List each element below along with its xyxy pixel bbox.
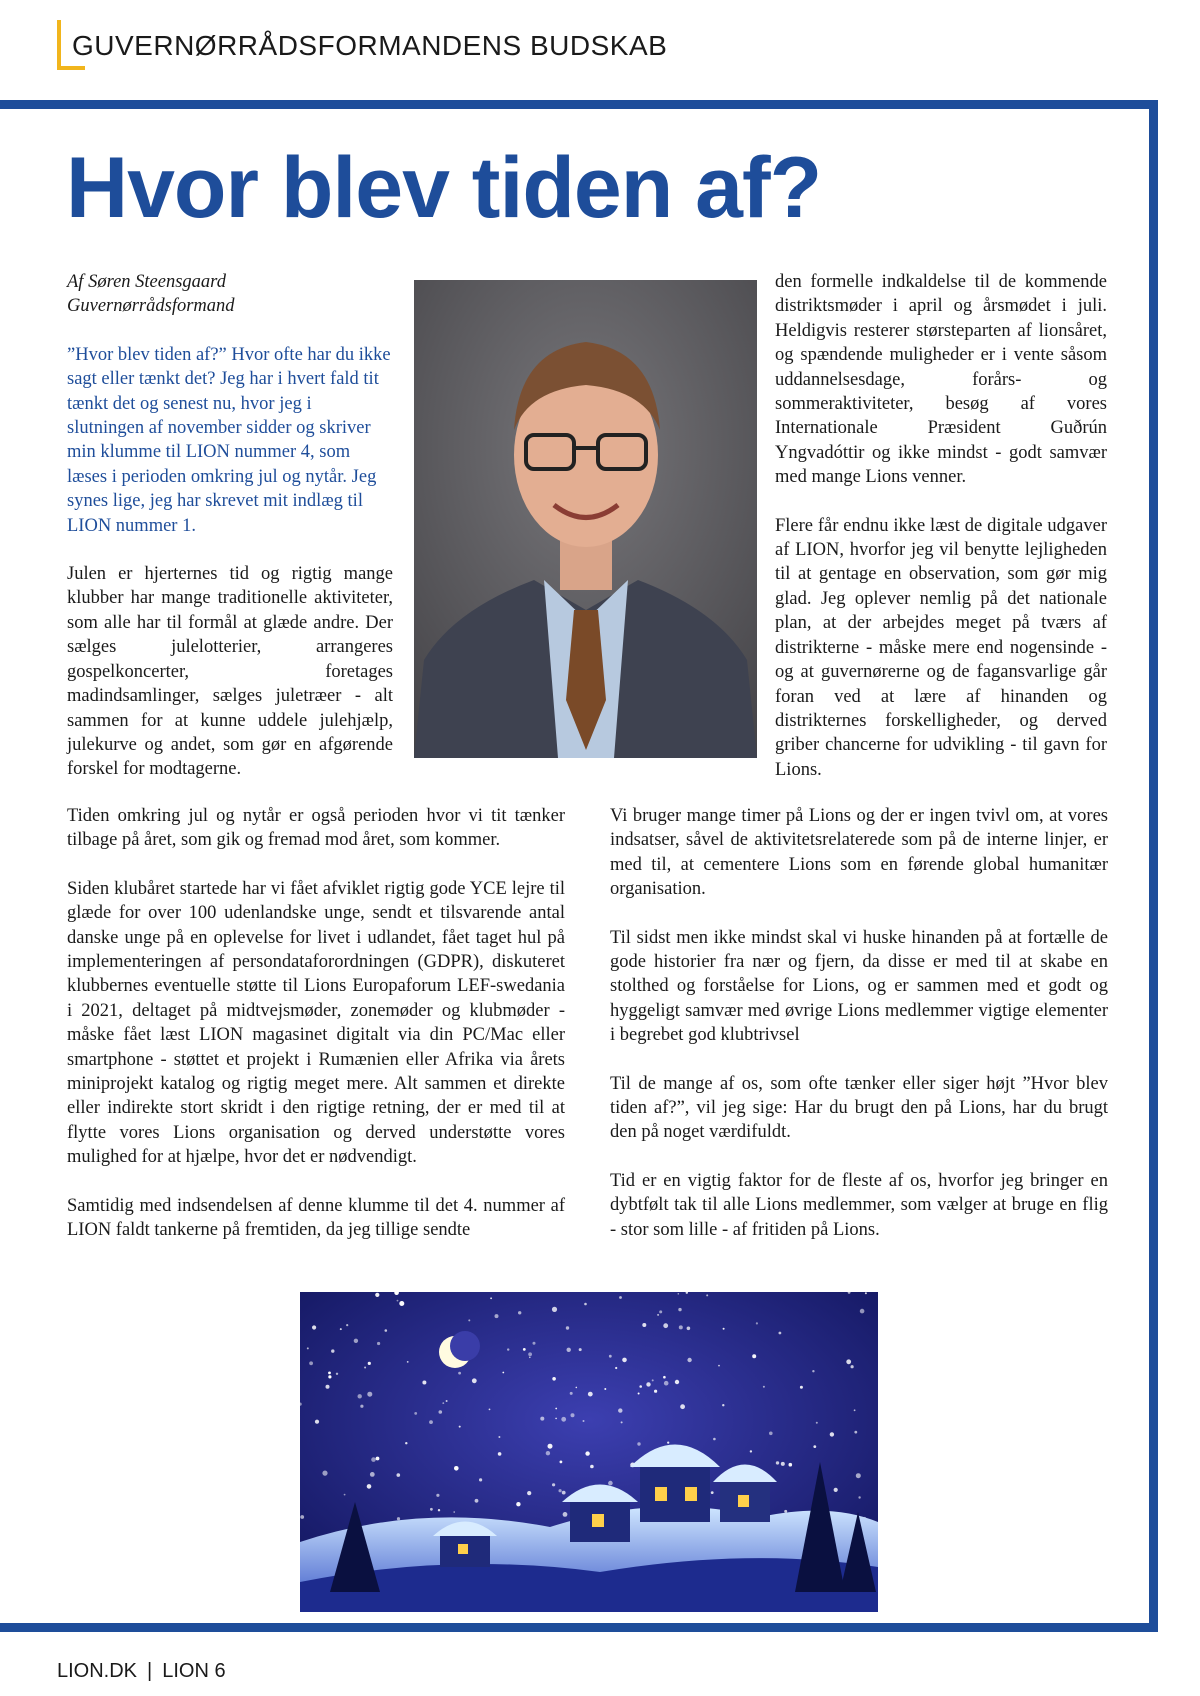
star — [552, 1307, 557, 1312]
star — [563, 1512, 568, 1517]
column-bottom-left — [67, 804, 565, 1267]
star — [570, 1392, 573, 1395]
byline-author: Af Søren Steensgaard — [67, 272, 226, 292]
star — [622, 1358, 627, 1363]
star — [328, 1375, 331, 1378]
column-right — [775, 270, 1107, 806]
star — [468, 1319, 470, 1321]
star — [769, 1432, 773, 1436]
star — [639, 1385, 642, 1388]
star — [458, 1372, 461, 1375]
star — [340, 1328, 342, 1330]
star — [590, 1465, 594, 1469]
column-bottom-right — [610, 804, 1108, 1266]
body-paragraph: Tiden omkring jul og nytår er også perioden hvor vi tit tænker tilbage på året, som gik og fremad mod året, som kommer. — [67, 806, 565, 851]
body-paragraph: Vi bruger mange timer på Lions og der er ingen tvivl om, at vores indsatser, såvel de aktivitetsrelaterede som på de interne linjer, er med til, at cementere Lions som en førende global humanitær organisation. — [610, 806, 1108, 900]
star — [642, 1323, 646, 1327]
star — [326, 1385, 330, 1389]
star — [816, 1422, 818, 1424]
star — [364, 1367, 366, 1369]
star — [375, 1293, 379, 1297]
star — [527, 1491, 531, 1495]
star — [328, 1372, 331, 1375]
star — [687, 1358, 691, 1362]
star — [659, 1310, 662, 1313]
star — [621, 1421, 623, 1423]
star — [584, 1303, 587, 1306]
star — [560, 1461, 563, 1464]
star — [678, 1293, 680, 1295]
star — [588, 1392, 593, 1397]
star — [561, 1417, 566, 1422]
page-footer — [57, 1660, 226, 1683]
section-accent-bar — [57, 20, 61, 70]
star — [397, 1300, 399, 1302]
page-frame-bottom — [0, 1623, 1158, 1632]
star — [475, 1499, 479, 1503]
body-paragraph: Flere får endnu ikke læst de digitale udgaver af LION, hvorfor jeg vil benytte lejligheden til at gentage en observation, som gør mig glad. Jeg oplever nemlig på det nationale plan, at der arbejdes meget på tværs af distrikterne - måske mere end nogensinde - og at guvernørerne og de fagansvarlige går foran ved at lære af hinanden og distrikternes forskelligheder, og derved griber chancerne for udvikling - til gavn for Lions. — [775, 515, 1107, 780]
body-paragraph: Til de mange af os, som ofte tænker eller siger højt ”Hvor blev tiden af?”, vil jeg sige: Har du brugt den på Lions, har du brugt den på noget værdifuldt. — [610, 1073, 1108, 1143]
star — [567, 1348, 571, 1352]
star — [385, 1329, 388, 1332]
body-paragraph: Siden klubåret startede har vi fået afviklet rigtig gode YCE lejre til glæde for over 100 udenlandske unge, sendt et tilsvarende antal danske unge på en oplevelse for livet i udlandet, fået taget hul på implementeringen af persondataforordningen (GDPR), diskuteret klubbernes eventuelle støtte til Lions Europaforum LEF-swedania i 2021, deltaget på midtvejsmøder, zonemøder og klubmøder - måske fået læst LION magasinet digitalt via din PC/Mac eller smartphone - støttet et projekt i Rumænien eller Afrika via årets miniprojekt katalog og rigtig meget mere. Alt sammen et direkte eller indirekte stort skridt i den rigtige retning, der er med til at flytte vores Lions organisation og derved understøtte vores mulighed for at hjælpe, hvor det er nødvendigt. — [67, 878, 565, 1168]
star — [571, 1413, 575, 1417]
star — [479, 1478, 482, 1481]
page-frame-right — [1149, 100, 1158, 1632]
star — [529, 1357, 531, 1359]
author-portrait — [414, 280, 757, 758]
star — [711, 1491, 714, 1494]
star — [800, 1386, 803, 1389]
star — [523, 1348, 526, 1351]
star — [619, 1296, 622, 1299]
section-title: GUVERNØRRÅDSFORMANDENS BUDSKAB — [72, 30, 668, 61]
body-paragraph: den formelle indkaldelse til de kommende distriktsmøder i april og årsmødet i juli. Heldigvis resterer størsteparten af lionsåret, og spændende muligheder er i vente såsom uddannelsesdage, forårs- og sommeraktiviteter, besøg af vores Internationale Præsident Guðrún Yngvadóttir og ikke mindst - godt samvær med mange Lions venner. — [775, 272, 1107, 488]
star — [663, 1376, 666, 1379]
star — [678, 1308, 681, 1311]
star — [555, 1418, 557, 1420]
star — [812, 1370, 814, 1372]
portrait-illustration — [414, 280, 757, 758]
star — [498, 1436, 500, 1438]
star — [718, 1365, 720, 1367]
star — [618, 1408, 622, 1412]
star — [865, 1292, 867, 1294]
star — [789, 1463, 793, 1467]
star — [422, 1381, 426, 1385]
star — [776, 1461, 779, 1464]
star — [331, 1349, 334, 1352]
footer-issue: LION 6 — [162, 1660, 226, 1682]
star — [752, 1354, 756, 1358]
body-paragraph: Julen er hjerternes tid og rigtig mange klubber har mange traditionelle aktiviteter, som alle har til formål at glæde andre. Der sælges julelotterier, arrangeres gospelkoncerter, foretages madindsamlinger, sælges juletræer - alt sammen for at kunne uddele julehjælp, julekurve og andet, som gør en afgørende forskel for modtagerne. — [67, 564, 393, 780]
footer-site: LION.DK — [57, 1660, 138, 1682]
star — [367, 1484, 372, 1489]
star — [637, 1442, 640, 1445]
body-paragraph: Til sidst men ikke mindst skal vi huske hinanden på at fortælle de gode historier fra nær og fjern, da disse er med til at skabe en stolthed og forståelse for Lions, og er sammen med et godt og hyggeligt samvær med øvrige Lions medlemmer vigtige elementer i begrebet god klubtrivsel — [610, 927, 1108, 1046]
star — [429, 1420, 433, 1424]
star — [830, 1432, 834, 1436]
star — [552, 1483, 555, 1486]
star — [533, 1342, 536, 1345]
star — [854, 1431, 857, 1434]
star — [854, 1409, 856, 1411]
byline — [67, 270, 393, 319]
star — [713, 1438, 716, 1441]
star — [397, 1473, 401, 1477]
star — [498, 1452, 502, 1456]
star — [309, 1361, 313, 1365]
star — [763, 1386, 765, 1388]
star — [652, 1379, 654, 1381]
star — [438, 1509, 440, 1511]
star — [555, 1408, 557, 1410]
star — [368, 1362, 371, 1365]
star — [540, 1417, 544, 1421]
star — [781, 1462, 785, 1466]
star — [377, 1342, 380, 1345]
star — [846, 1359, 851, 1364]
star — [858, 1496, 860, 1498]
star — [579, 1348, 582, 1351]
star — [453, 1511, 455, 1513]
star — [507, 1348, 509, 1350]
star — [813, 1445, 816, 1448]
star — [723, 1328, 725, 1330]
star — [750, 1450, 752, 1452]
body-paragraph: Samtidig med indsendelsen af denne klumme til det 4. nummer af LION faldt tankerne på fremtiden, da jeg tillige sendte — [67, 1195, 565, 1241]
star — [756, 1322, 758, 1324]
star — [446, 1400, 448, 1402]
footer-separator: | — [147, 1660, 153, 1682]
star — [706, 1294, 708, 1296]
star — [414, 1412, 417, 1415]
star — [442, 1402, 444, 1404]
star — [679, 1325, 683, 1329]
star — [851, 1365, 854, 1368]
star — [604, 1388, 606, 1390]
star — [518, 1311, 521, 1314]
byline-role: Guvernørrådsformand — [67, 296, 235, 317]
star — [680, 1404, 685, 1409]
star — [834, 1488, 838, 1492]
star — [322, 1471, 327, 1476]
star — [856, 1473, 861, 1478]
star — [516, 1502, 520, 1506]
star — [436, 1494, 439, 1497]
body-paragraph: Tid er en vigtig faktor for de fleste af os, hvorfor jeg bringer en dybtfølt tak til alle Lions medlemmer, som vælger at bruge en flig - stor som lille - af fritiden på Lions. — [610, 1170, 1108, 1240]
star — [399, 1301, 404, 1306]
star — [454, 1466, 459, 1471]
star — [860, 1309, 865, 1314]
star — [585, 1451, 589, 1455]
star — [552, 1377, 556, 1381]
star — [344, 1494, 346, 1496]
star — [490, 1297, 492, 1299]
star — [667, 1442, 669, 1444]
page-frame-top — [0, 100, 1158, 109]
star — [562, 1491, 566, 1495]
star — [608, 1481, 613, 1486]
star — [528, 1352, 532, 1356]
star — [548, 1444, 553, 1449]
star — [405, 1442, 407, 1444]
star — [354, 1339, 358, 1343]
star — [609, 1355, 612, 1358]
star — [559, 1489, 562, 1492]
star — [360, 1405, 363, 1408]
star — [566, 1326, 569, 1329]
star — [646, 1382, 650, 1386]
star — [489, 1409, 491, 1411]
star — [371, 1457, 376, 1462]
star — [397, 1517, 400, 1520]
winter-night-illustration — [300, 1292, 878, 1612]
star — [687, 1327, 691, 1331]
star — [654, 1390, 657, 1393]
star — [615, 1367, 617, 1369]
star — [502, 1372, 504, 1374]
star — [779, 1332, 782, 1335]
star — [312, 1325, 316, 1329]
star — [439, 1410, 443, 1414]
star — [546, 1451, 550, 1455]
star — [576, 1387, 578, 1389]
star — [300, 1515, 304, 1519]
intro-paragraph: ”Hvor blev tiden af?” Hvor ofte har du ikke sagt eller tænkt det? Jeg har i hvert fald tit tænkt det og senest nu, hvor jeg i slutningen af november sidder og skriver min klumme til LION nummer 4, som læses i perioden omkring jul og nytår. Jeg synes lige, jeg har skrevet mit indlæg til LION nummer 1. — [67, 344, 391, 536]
star — [459, 1426, 461, 1428]
star — [407, 1361, 409, 1363]
star — [346, 1324, 348, 1326]
star — [358, 1394, 362, 1398]
star — [664, 1381, 669, 1386]
star — [657, 1314, 659, 1316]
section-accent-bar-foot — [57, 66, 85, 70]
star — [315, 1420, 319, 1424]
star — [638, 1393, 640, 1395]
star — [367, 1392, 372, 1397]
star — [370, 1472, 375, 1477]
star — [675, 1380, 679, 1384]
star — [307, 1347, 309, 1349]
star — [472, 1378, 477, 1383]
article-headline: Hvor blev tiden af? — [66, 140, 822, 236]
star — [430, 1508, 433, 1511]
star — [376, 1457, 380, 1461]
star — [336, 1373, 338, 1375]
star — [495, 1314, 499, 1318]
column-left — [67, 270, 393, 806]
star — [663, 1323, 668, 1328]
star — [722, 1404, 724, 1406]
star — [583, 1420, 585, 1422]
